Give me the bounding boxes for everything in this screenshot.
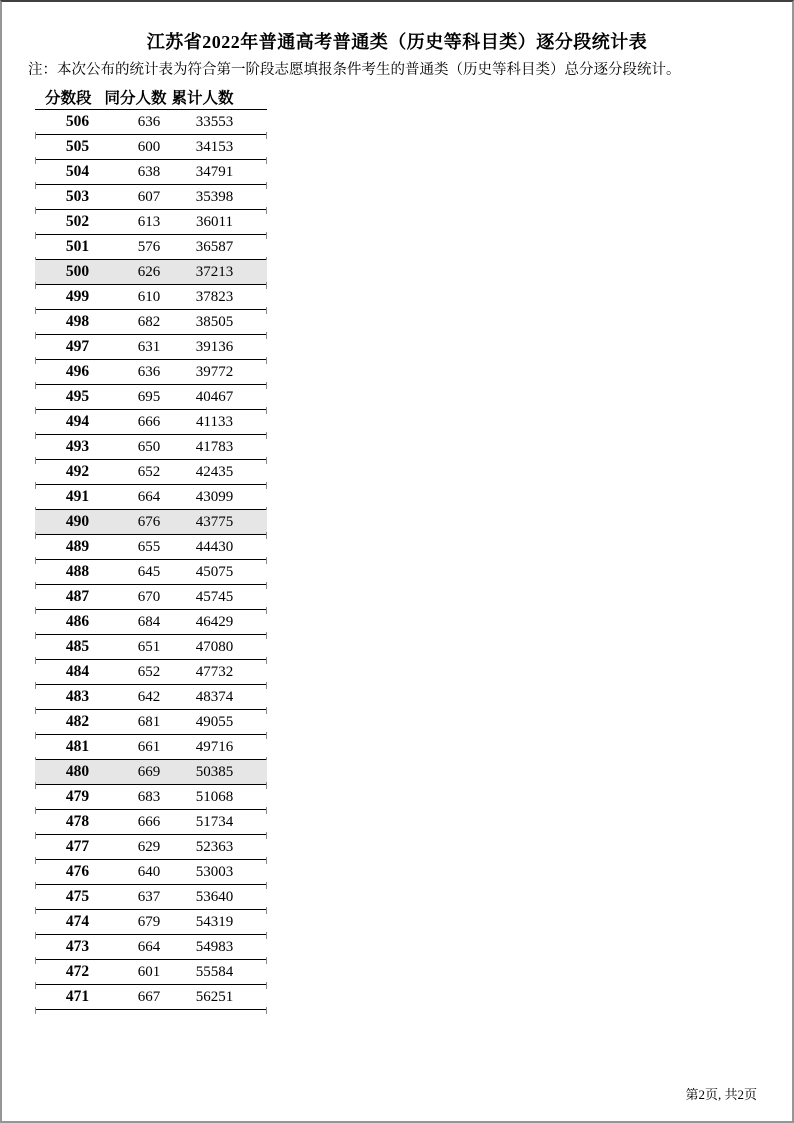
cell-score-range: 489 [65,538,90,555]
table-row [35,210,267,235]
cell-same-score-count: 651 [137,638,161,655]
cell-same-score-count: 652 [137,663,161,680]
cell-score-range: 479 [65,788,90,805]
cell-same-score-count: 666 [137,413,161,430]
cell-score-range: 501 [65,238,90,255]
table-row [35,760,267,785]
cell-cumulative-count: 39772 [195,363,234,380]
cell-cumulative-count: 45075 [195,563,234,580]
cell-score-range: 482 [65,713,90,730]
cell-score-range: 477 [65,838,90,855]
column-header-cumulative-count: 累计人数 [171,89,234,107]
table-row [35,735,267,760]
cell-score-range: 497 [65,338,90,355]
table-row [35,810,267,835]
cell-score-range: 495 [65,388,90,405]
cell-same-score-count: 636 [137,363,161,380]
table-row [35,560,267,585]
table-row [35,285,267,310]
cell-cumulative-count: 49716 [195,738,234,755]
table-row [35,535,267,560]
cell-score-range: 485 [65,638,90,655]
column-header-same-score-count: 同分人数 [104,89,167,107]
cell-score-range: 494 [65,413,90,430]
cell-same-score-count: 661 [137,738,161,755]
cell-score-range: 475 [65,888,90,905]
cell-same-score-count: 650 [137,438,161,455]
cell-same-score-count: 642 [137,688,161,705]
cell-score-range: 487 [65,588,90,605]
cell-cumulative-count: 41133 [196,413,233,430]
cell-cumulative-count: 43099 [195,488,234,505]
page-number: 第2页, 共2页 [685,1087,757,1102]
cell-same-score-count: 637 [137,888,161,905]
table-row [35,360,267,385]
table-row [35,385,267,410]
cell-same-score-count: 640 [137,863,161,880]
column-header-score-range: 分数段 [45,89,92,107]
table-body [35,110,267,1010]
cell-cumulative-count: 50385 [195,763,234,780]
cell-score-range: 472 [65,963,90,980]
table-row [35,685,267,710]
cell-same-score-count: 629 [137,838,161,855]
cell-score-range: 481 [65,738,90,755]
cell-cumulative-count: 33553 [195,113,234,130]
cell-cumulative-count: 53003 [195,863,234,880]
cell-score-range: 474 [65,913,90,930]
cell-score-range: 476 [65,863,90,880]
table-row [35,910,267,935]
cell-score-range: 500 [65,263,90,280]
cell-cumulative-count: 41783 [195,438,234,455]
cell-score-range: 478 [65,813,90,830]
table-row [35,960,267,985]
table-row [35,310,267,335]
table-row [35,860,267,885]
cell-cumulative-count: 54319 [195,913,234,930]
cell-cumulative-count: 38505 [195,313,234,330]
cell-cumulative-count: 46429 [195,613,234,630]
table-row [35,935,267,960]
cell-same-score-count: 607 [137,188,161,205]
cell-cumulative-count: 36587 [195,238,234,255]
cell-score-range: 505 [65,138,90,155]
cell-score-range: 506 [65,113,90,130]
cell-same-score-count: 667 [137,988,161,1005]
cell-score-range: 486 [65,613,90,630]
cell-cumulative-count: 39136 [195,338,234,355]
cell-cumulative-count: 35398 [195,188,234,205]
cell-same-score-count: 636 [137,113,161,130]
cell-cumulative-count: 51068 [195,788,234,805]
cell-same-score-count: 679 [137,913,161,930]
cell-score-range: 492 [65,463,90,480]
table-row [35,260,267,285]
table-row [35,510,267,535]
cell-score-range: 484 [65,663,90,680]
cell-same-score-count: 666 [137,813,161,830]
table-row [35,485,267,510]
table-row [35,785,267,810]
cell-score-range: 480 [65,763,90,780]
cell-score-range: 502 [65,213,90,230]
cell-same-score-count: 626 [137,263,161,280]
cell-cumulative-count: 45745 [195,588,234,605]
cell-score-range: 491 [65,488,90,505]
cell-score-range: 483 [65,688,90,705]
cell-score-range: 503 [65,188,90,205]
table-row [35,235,267,260]
cell-same-score-count: 676 [137,513,161,530]
cell-same-score-count: 681 [137,713,161,730]
cell-same-score-count: 638 [137,163,161,180]
cell-same-score-count: 631 [137,338,161,355]
cell-same-score-count: 664 [137,938,161,955]
table-row [35,460,267,485]
table-row [35,335,267,360]
cell-score-range: 471 [65,988,90,1005]
cell-same-score-count: 610 [137,288,161,305]
table-row [35,185,267,210]
cell-cumulative-count: 47080 [195,638,234,655]
cell-score-range: 473 [65,938,90,955]
cell-same-score-count: 670 [137,588,161,605]
cell-cumulative-count: 40467 [195,388,234,405]
cell-same-score-count: 695 [137,388,161,405]
cell-cumulative-count: 37213 [195,263,234,280]
cell-cumulative-count: 48374 [195,688,234,705]
cell-same-score-count: 601 [137,963,161,980]
cell-same-score-count: 684 [137,613,161,630]
cell-same-score-count: 682 [137,313,161,330]
table-row [35,410,267,435]
cell-cumulative-count: 36011 [196,213,233,230]
cell-score-range: 493 [65,438,90,455]
table-header-row [35,84,267,110]
table-row [35,710,267,735]
note-text: 注：本次公布的统计表为符合第一阶段志愿填报条件考生的普通类（历史等科目类）总分逐分段统计。 [28,62,681,78]
score-distribution-table [35,84,267,1010]
cell-cumulative-count: 54983 [195,938,234,955]
cell-same-score-count: 683 [137,788,161,805]
cell-same-score-count: 613 [137,213,161,230]
cell-cumulative-count: 56251 [195,988,234,1005]
cell-same-score-count: 669 [137,763,161,780]
cell-score-range: 488 [65,563,90,580]
cell-cumulative-count: 49055 [195,713,234,730]
cell-cumulative-count: 42435 [195,463,234,480]
cell-cumulative-count: 53640 [195,888,234,905]
table-row [35,435,267,460]
cell-cumulative-count: 52363 [195,838,234,855]
table-row [35,160,267,185]
table-row [35,835,267,860]
page-title: 江苏省2022年普通高考普通类（历史等科目类）逐分段统计表 [146,32,648,52]
cell-same-score-count: 655 [137,538,161,555]
table-row [35,110,267,135]
cell-cumulative-count: 44430 [195,538,234,555]
table-row [35,610,267,635]
cell-same-score-count: 664 [137,488,161,505]
table-row [35,635,267,660]
cell-score-range: 504 [65,163,90,180]
cell-cumulative-count: 43775 [195,513,234,530]
table-row [35,135,267,160]
cell-cumulative-count: 55584 [195,963,234,980]
cell-cumulative-count: 47732 [195,663,234,680]
table-row [35,885,267,910]
cell-cumulative-count: 51734 [195,813,234,830]
cell-cumulative-count: 34791 [195,163,234,180]
cell-same-score-count: 652 [137,463,161,480]
cell-same-score-count: 645 [137,563,161,580]
cell-cumulative-count: 37823 [195,288,234,305]
cell-score-range: 490 [65,513,90,530]
cell-same-score-count: 600 [137,138,161,155]
table-row [35,985,267,1010]
cell-score-range: 498 [65,313,90,330]
table-row [35,660,267,685]
table-row [35,585,267,610]
cell-cumulative-count: 34153 [195,138,234,155]
cell-score-range: 499 [65,288,90,305]
cell-same-score-count: 576 [137,238,161,255]
cell-score-range: 496 [65,363,90,380]
